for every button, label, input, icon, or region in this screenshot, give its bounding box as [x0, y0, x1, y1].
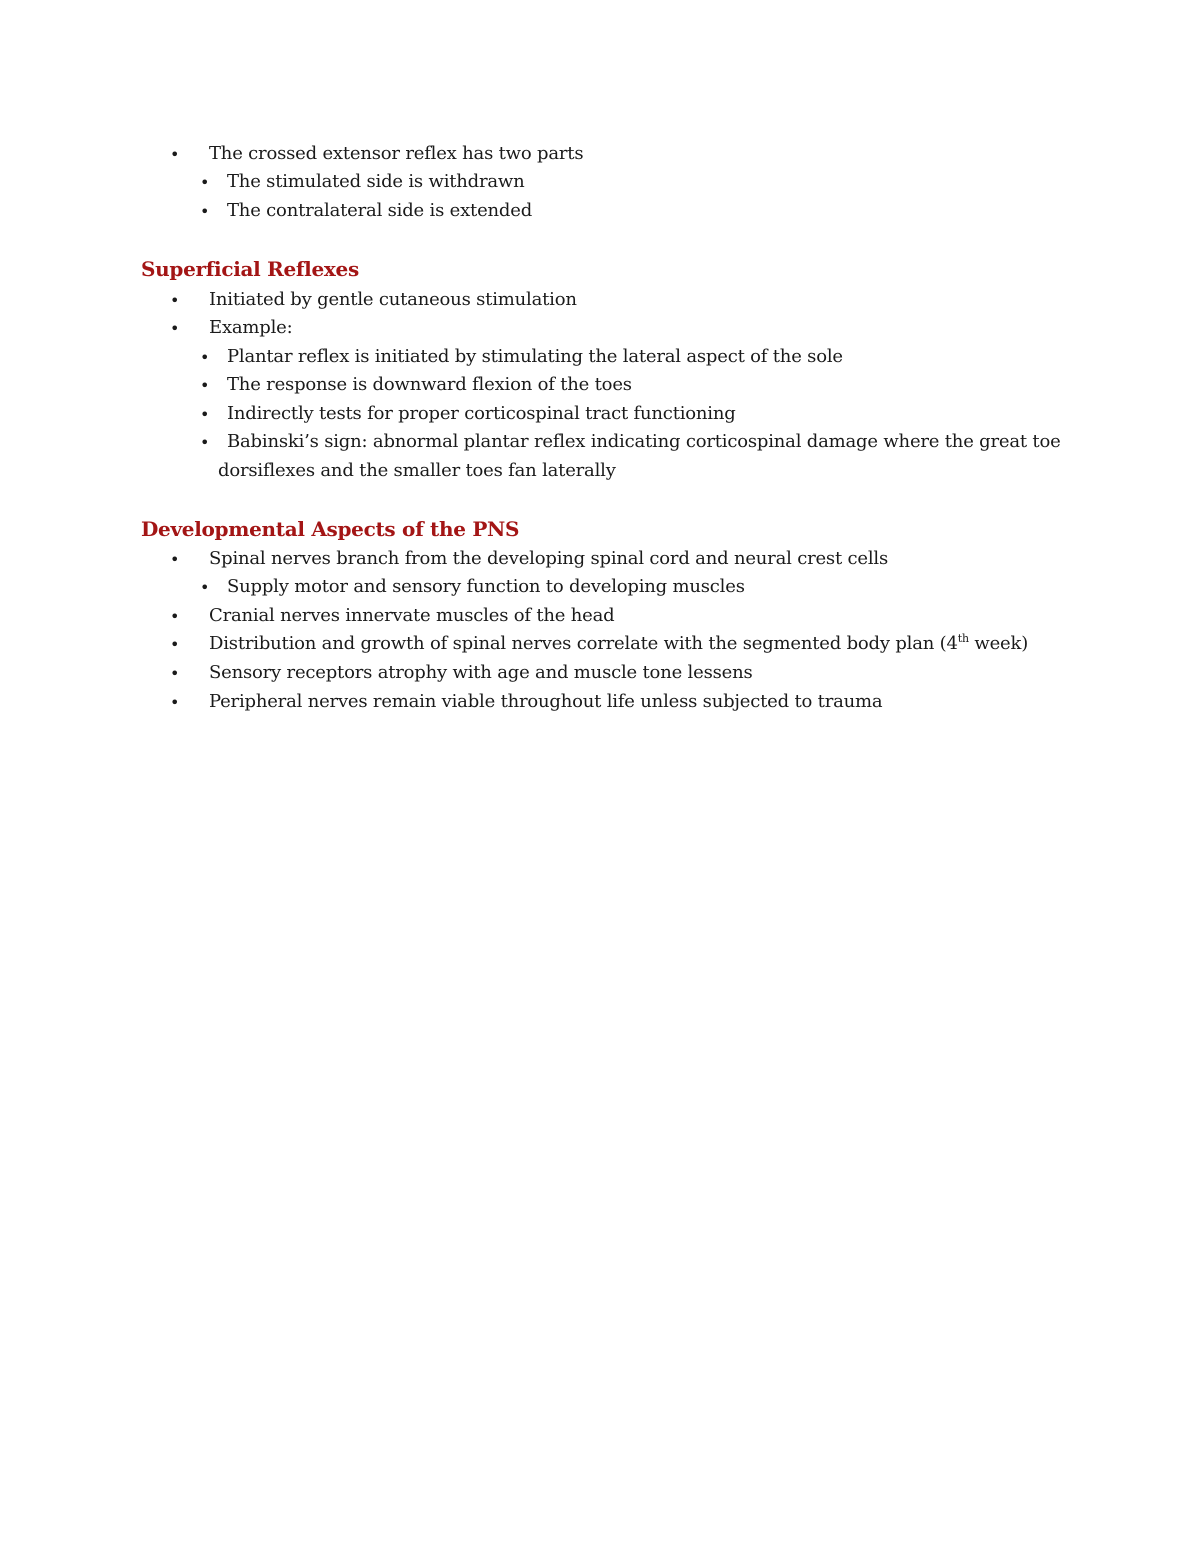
bullet-marker: • — [170, 319, 180, 338]
bullet-marker: • — [170, 664, 180, 683]
distribution-text: Distribution and growth of spinal nerves correlate with the segmented body plan (4 — [209, 633, 958, 654]
list-item: Sensory receptors atrophy with age and muscle tone lessens — [209, 662, 753, 683]
list-item: Supply motor and sensory function to developing muscles — [227, 576, 745, 597]
list-item: Initiated by gentle cutaneous stimulation — [209, 289, 577, 310]
section-heading-superficial-reflexes: Superficial Reflexes — [141, 257, 359, 281]
list-item: Spinal nerves branch from the developing spinal cord and neural crest cells — [209, 548, 889, 569]
bullet-marker: • — [170, 145, 180, 164]
bullet-marker: • — [170, 291, 180, 310]
list-item: Indirectly tests for proper corticospinal tract functioning — [227, 403, 736, 424]
bullet-marker: • — [200, 405, 210, 424]
bullet-marker: • — [170, 550, 180, 569]
bullet-marker: • — [200, 202, 210, 221]
bullet-marker: • — [200, 376, 210, 395]
list-item: Plantar reflex is initiated by stimulating the lateral aspect of the sole — [227, 346, 843, 367]
bullet-marker: • — [170, 635, 180, 654]
list-item: The stimulated side is withdrawn — [227, 171, 525, 192]
list-item: The contralateral side is extended — [227, 200, 533, 221]
list-item: Peripheral nerves remain viable throughout life unless subjected to trauma — [209, 691, 883, 712]
ordinal-superscript: th — [957, 632, 969, 645]
list-item-continuation: dorsiflexes and the smaller toes fan laterally — [218, 460, 616, 481]
list-item: Example: — [209, 317, 293, 338]
bullet-marker: • — [170, 607, 180, 626]
bullet-marker: • — [200, 433, 210, 452]
bullet-marker: • — [200, 348, 210, 367]
bullet-marker: • — [200, 173, 210, 192]
list-item: The response is downward flexion of the toes — [227, 374, 632, 395]
list-item: Cranial nerves innervate muscles of the head — [209, 605, 615, 626]
list-item — [209, 632, 1028, 656]
bullet-marker: • — [200, 578, 210, 597]
bullet-marker: • — [170, 693, 180, 712]
distribution-text-end: week) — [968, 633, 1029, 654]
list-item: The crossed extensor reflex has two parts — [209, 143, 584, 164]
section-heading-developmental-aspects: Developmental Aspects of the PNS — [141, 517, 520, 541]
list-item: Babinski’s sign: abnormal plantar reflex indicating corticospinal damage where the great toe — [227, 431, 1061, 452]
